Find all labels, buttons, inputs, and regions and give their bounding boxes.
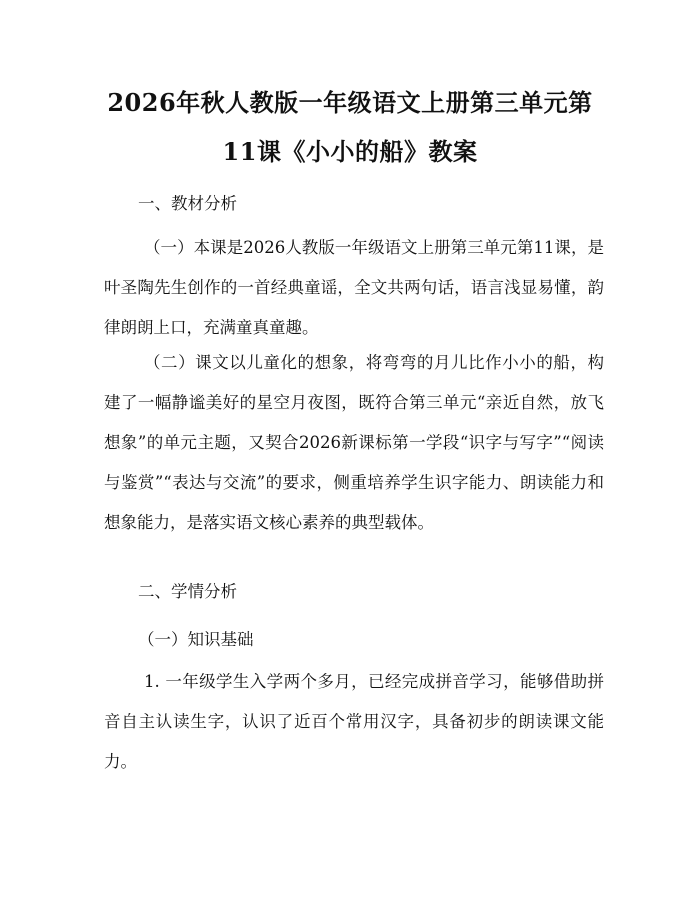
paragraph-knowledge-item-1: 1. 一年级学生入学两个多月，已经完成拼音学习，能够借助拼音自主认读生字，认识了近百个常用汉字，具备初步的朗读课文能力。 bbox=[104, 672, 604, 771]
document-title-line-2: 11课《小小的船》教案 bbox=[222, 137, 478, 166]
subheading-knowledge-basis: （一）知识基础 bbox=[138, 630, 254, 649]
section-heading-textbook-analysis: 一、教材分析 bbox=[138, 194, 237, 213]
document-title-line-1: 2026年秋人教版一年级语文上册第三单元第 bbox=[107, 88, 593, 117]
paragraph-textbook-analysis-1: （一）本课是2026人教版一年级语文上册第三单元第11课，是叶圣陶先生创作的一首经典童谣，全文共两句话，语言浅显易懂，韵律朗朗上口，充满童真童趣。 bbox=[104, 238, 604, 337]
paragraph-textbook-analysis-2: （二）课文以儿童化的想象，将弯弯的月儿比作小小的船，构建了一幅静谧美好的星空月夜图，既符合第三单元“亲近自然，放飞想象”的单元主题，又契合2026新课标第一学段“识字与写字”“阅读与鉴赏”“表达与交流”的要求，侧重培养学生识字能力、朗读能力和想象能力，是落实语文核心素养的典型载体。 bbox=[104, 353, 604, 532]
section-heading-student-analysis: 二、学情分析 bbox=[138, 582, 237, 601]
